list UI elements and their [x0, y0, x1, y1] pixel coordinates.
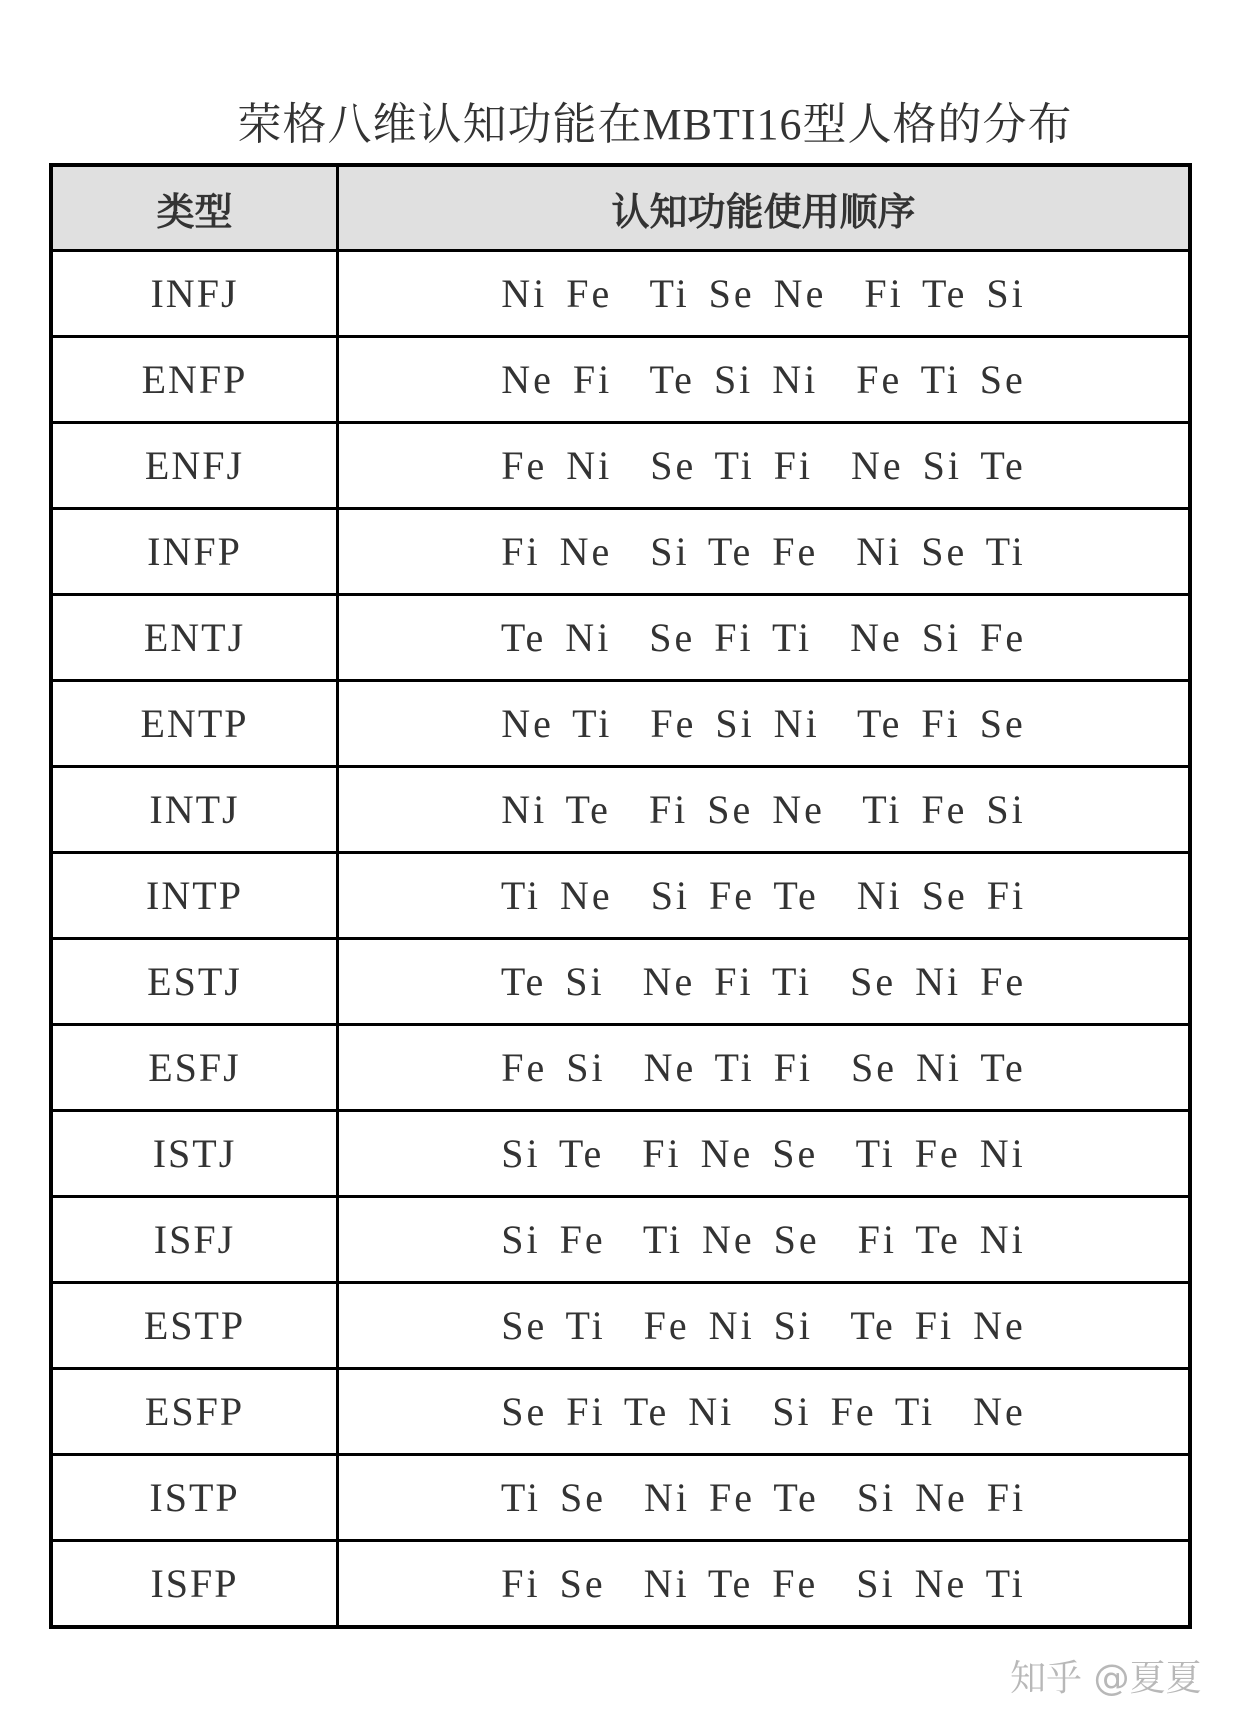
- function-order: Ti Se Ni Fe Te Si Ne Fi: [338, 1455, 1191, 1541]
- table-row: [51, 681, 1190, 767]
- function-order: Si Te Fi Ne Se Ti Fe Ni: [338, 1111, 1191, 1197]
- mbti-function-table: [49, 163, 1192, 1629]
- function-order: Fe Ni Se Ti Fi Ne Si Te: [338, 423, 1191, 509]
- table-row: [51, 1455, 1190, 1541]
- watermark: 知乎 @夏夏: [1010, 1658, 1202, 1699]
- personality-type: ISTJ: [51, 1111, 338, 1197]
- personality-type: ISTP: [51, 1455, 338, 1541]
- table-row: [51, 1541, 1190, 1628]
- table-row: [51, 767, 1190, 853]
- personality-type: ESTP: [51, 1283, 338, 1369]
- table-row: [51, 509, 1190, 595]
- personality-type: ESFP: [51, 1369, 338, 1455]
- personality-type: ESFJ: [51, 1025, 338, 1111]
- function-order: Ni Te Fi Se Ne Ti Fe Si: [338, 767, 1191, 853]
- personality-type: INFJ: [51, 251, 338, 337]
- function-order: Te Ni Se Fi Ti Ne Si Fe: [338, 595, 1191, 681]
- function-order: Fi Ne Si Te Fe Ni Se Ti: [338, 509, 1191, 595]
- function-order: Fe Si Ne Ti Fi Se Ni Te: [338, 1025, 1191, 1111]
- personality-type: INFP: [51, 509, 338, 595]
- function-order: Ne Fi Te Si Ni Fe Ti Se: [338, 337, 1191, 423]
- header-function-order: 认知功能使用顺序: [338, 165, 1191, 251]
- table-row: [51, 853, 1190, 939]
- personality-type: ISFP: [51, 1541, 338, 1628]
- table-row: [51, 939, 1190, 1025]
- function-order: Ti Ne Si Fe Te Ni Se Fi: [338, 853, 1191, 939]
- table-row: [51, 337, 1190, 423]
- table-row: [51, 423, 1190, 509]
- personality-type: ENFJ: [51, 423, 338, 509]
- table-header-row: [51, 165, 1190, 251]
- personality-type: ESTJ: [51, 939, 338, 1025]
- page-title: 荣格八维认知功能在MBTI16型人格的分布: [237, 100, 1073, 149]
- function-order: Fi Se Ni Te Fe Si Ne Ti: [338, 1541, 1191, 1628]
- table-row: [51, 1283, 1190, 1369]
- table-row: [51, 1369, 1190, 1455]
- function-order: Ne Ti Fe Si Ni Te Fi Se: [338, 681, 1191, 767]
- header-type: 类型: [51, 165, 338, 251]
- personality-type: ISFJ: [51, 1197, 338, 1283]
- function-order: Ni Fe Ti Se Ne Fi Te Si: [338, 251, 1191, 337]
- function-order: Si Fe Ti Ne Se Fi Te Ni: [338, 1197, 1191, 1283]
- table-row: [51, 1197, 1190, 1283]
- table-row: [51, 1025, 1190, 1111]
- function-order: Se Fi Te Ni Si Fe Ti Ne: [338, 1369, 1191, 1455]
- function-order: Se Ti Fe Ni Si Te Fi Ne: [338, 1283, 1191, 1369]
- function-order: Te Si Ne Fi Ti Se Ni Fe: [338, 939, 1191, 1025]
- table-row: [51, 1111, 1190, 1197]
- personality-type: INTP: [51, 853, 338, 939]
- personality-type: ENFP: [51, 337, 338, 423]
- table-row: [51, 595, 1190, 681]
- personality-type: INTJ: [51, 767, 338, 853]
- table-row: [51, 251, 1190, 337]
- personality-type: ENTJ: [51, 595, 338, 681]
- personality-type: ENTP: [51, 681, 338, 767]
